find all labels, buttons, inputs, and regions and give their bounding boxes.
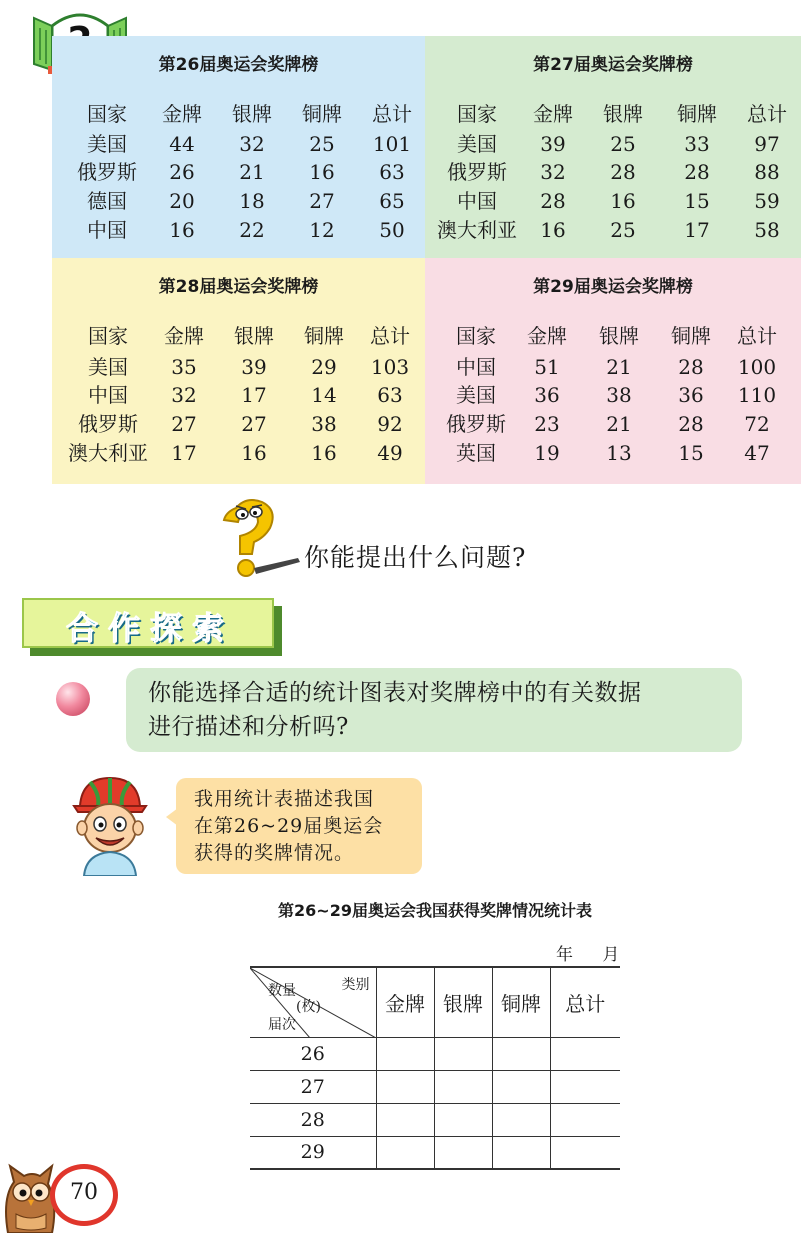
column-header: 银牌 <box>434 967 492 1037</box>
board-title: 第26届奥运会奖牌榜 <box>158 55 319 75</box>
speech-line: 获得的奖牌情况。 <box>194 842 355 864</box>
stat-table-date: 年 月 <box>556 945 632 965</box>
bronze-cell: 28 <box>678 412 704 436</box>
total-cell: 92 <box>377 412 403 436</box>
blank-cell <box>550 1103 620 1136</box>
blank-cell <box>550 1037 620 1070</box>
blank-cell <box>550 1070 620 1103</box>
board-row <box>52 216 425 244</box>
bronze-cell: 29 <box>311 355 337 379</box>
board-header: 银牌 <box>232 102 272 126</box>
silver-cell: 39 <box>241 355 267 379</box>
board-title: 第28届奥运会奖牌榜 <box>158 277 319 297</box>
total-cell: 101 <box>372 132 412 156</box>
bronze-cell: 28 <box>678 355 704 379</box>
board-header: 国家 <box>87 102 127 126</box>
board-header-row <box>425 322 801 350</box>
board-header: 金牌 <box>162 102 202 126</box>
gold-cell: 44 <box>169 132 195 156</box>
blank-cell <box>492 1103 550 1136</box>
silver-cell: 38 <box>606 383 632 407</box>
board-row <box>425 353 801 381</box>
silver-cell: 28 <box>610 160 636 184</box>
gold-cell: 19 <box>534 441 560 465</box>
column-header: 总计 <box>550 967 620 1037</box>
gold-cell: 20 <box>169 189 195 213</box>
board-header: 国家 <box>457 102 497 126</box>
silver-cell: 22 <box>239 218 265 242</box>
silver-cell: 17 <box>241 383 267 407</box>
blank-cell <box>434 1103 492 1136</box>
session-cell: 26 <box>250 1037 376 1070</box>
corner-unit: (枚) <box>296 999 321 1015</box>
total-cell: 97 <box>754 132 780 156</box>
total-cell: 59 <box>754 189 780 213</box>
board-row <box>52 353 425 381</box>
country-cell: 中国 <box>457 189 497 213</box>
gold-cell: 39 <box>540 132 566 156</box>
question-mark-icon <box>206 498 302 584</box>
bronze-cell: 15 <box>678 441 704 465</box>
total-cell: 88 <box>754 160 780 184</box>
corner-quantity: 数量 <box>268 983 296 999</box>
country-cell: 美国 <box>457 132 497 156</box>
gold-cell: 51 <box>534 355 560 379</box>
country-cell: 德国 <box>87 189 127 213</box>
board-row <box>52 130 425 158</box>
board-header: 银牌 <box>599 324 639 348</box>
corner-category: 类别 <box>341 977 370 993</box>
bronze-cell: 27 <box>309 189 335 213</box>
board-row <box>425 130 801 158</box>
board-header: 国家 <box>456 324 496 348</box>
board-header: 铜牌 <box>677 102 717 126</box>
board-header: 铜牌 <box>302 102 342 126</box>
blank-cell <box>376 1103 434 1136</box>
gold-cell: 32 <box>540 160 566 184</box>
board-header-row <box>52 100 425 128</box>
country-cell: 俄罗斯 <box>78 412 138 436</box>
board-row <box>425 216 801 244</box>
total-cell: 110 <box>737 383 777 407</box>
task-line: 进行描述和分析吗? <box>148 714 349 740</box>
page-number: 70 <box>70 1180 98 1205</box>
gold-cell: 27 <box>171 412 197 436</box>
board-header-row <box>425 100 801 128</box>
silver-cell: 25 <box>610 218 636 242</box>
session-cell: 29 <box>250 1136 376 1169</box>
country-cell: 澳大利亚 <box>437 218 517 242</box>
board-header: 国家 <box>88 324 128 348</box>
country-cell: 美国 <box>87 132 127 156</box>
board-row <box>52 381 425 409</box>
board-header: 总计 <box>370 324 410 348</box>
silver-cell: 32 <box>239 132 265 156</box>
blank-cell <box>376 1037 434 1070</box>
gold-cell: 16 <box>169 218 195 242</box>
board-header: 总计 <box>747 102 787 126</box>
board-row <box>425 410 801 438</box>
total-cell: 65 <box>379 189 405 213</box>
boy-illustration <box>60 772 156 876</box>
total-cell: 63 <box>377 383 403 407</box>
bronze-cell: 28 <box>684 160 710 184</box>
total-cell: 103 <box>370 355 410 379</box>
total-cell: 47 <box>744 441 770 465</box>
medal-board-28 <box>52 258 425 484</box>
column-header: 金牌 <box>376 967 434 1037</box>
country-cell: 澳大利亚 <box>68 441 148 465</box>
total-cell: 58 <box>754 218 780 242</box>
board-header: 银牌 <box>234 324 274 348</box>
stat-table-header-row <box>250 967 620 1037</box>
bronze-cell: 16 <box>311 441 337 465</box>
board-title: 第27届奥运会奖牌榜 <box>533 55 693 75</box>
country-cell: 中国 <box>88 383 128 407</box>
silver-cell: 16 <box>241 441 267 465</box>
country-cell: 俄罗斯 <box>446 412 506 436</box>
task-text <box>148 676 728 744</box>
bronze-cell: 38 <box>311 412 337 436</box>
country-cell: 美国 <box>88 355 128 379</box>
bronze-cell: 15 <box>684 189 710 213</box>
speech-line: 我用统计表描述我国 <box>194 788 375 810</box>
task-line: 你能选择合适的统计图表对奖牌榜中的有关数据 <box>148 680 642 706</box>
country-cell: 俄罗斯 <box>77 160 137 184</box>
column-header: 铜牌 <box>492 967 550 1037</box>
board-header: 银牌 <box>603 102 643 126</box>
session-cell: 27 <box>250 1070 376 1103</box>
stat-table-title: 第26~29届奥运会我国获得奖牌情况统计表 <box>278 901 592 920</box>
silver-cell: 21 <box>239 160 265 184</box>
board-row <box>52 187 425 215</box>
blank-cell <box>550 1136 620 1169</box>
board-header-row <box>52 322 425 350</box>
stat-table-row <box>250 1103 620 1136</box>
total-cell: 100 <box>737 355 777 379</box>
stat-table-row <box>250 1070 620 1103</box>
board-header: 铜牌 <box>304 324 344 348</box>
gold-cell: 17 <box>171 441 197 465</box>
total-cell: 50 <box>379 218 405 242</box>
country-cell: 俄罗斯 <box>447 160 507 184</box>
medal-board-29 <box>425 258 801 484</box>
question-text: 你能提出什么问题? <box>304 543 527 572</box>
board-header: 铜牌 <box>671 324 711 348</box>
blank-cell <box>434 1136 492 1169</box>
board-header: 金牌 <box>533 102 573 126</box>
country-cell: 中国 <box>87 218 127 242</box>
total-cell: 72 <box>744 412 770 436</box>
gold-cell: 23 <box>534 412 560 436</box>
stat-table-row <box>250 1037 620 1070</box>
silver-cell: 16 <box>610 189 636 213</box>
gold-cell: 28 <box>540 189 566 213</box>
blank-cell <box>492 1037 550 1070</box>
session-cell: 28 <box>250 1103 376 1136</box>
board-row <box>52 158 425 186</box>
medal-board-26 <box>52 36 425 258</box>
blank-cell <box>492 1136 550 1169</box>
board-row <box>425 187 801 215</box>
silver-cell: 18 <box>239 189 265 213</box>
blank-cell <box>434 1070 492 1103</box>
task-box <box>126 668 742 752</box>
speech-body <box>176 778 422 874</box>
speech-text <box>194 786 414 867</box>
corner-session: 届次 <box>268 1017 296 1033</box>
bronze-cell: 33 <box>684 132 710 156</box>
board-header: 总计 <box>372 102 412 126</box>
board-header: 总计 <box>737 324 777 348</box>
bronze-cell: 17 <box>684 218 710 242</box>
speech-bubble <box>176 778 422 874</box>
country-cell: 英国 <box>456 441 496 465</box>
bronze-cell: 14 <box>311 383 337 407</box>
gold-cell: 16 <box>540 218 566 242</box>
silver-cell: 25 <box>610 132 636 156</box>
board-row <box>52 410 425 438</box>
silver-cell: 13 <box>606 441 632 465</box>
blank-cell <box>376 1070 434 1103</box>
blank-cell <box>492 1070 550 1103</box>
board-row <box>425 381 801 409</box>
silver-cell: 21 <box>606 355 632 379</box>
stat-table <box>250 966 620 1170</box>
gold-cell: 36 <box>534 383 560 407</box>
blank-cell <box>376 1136 434 1169</box>
country-cell: 美国 <box>456 383 496 407</box>
section-title: 合作探索 <box>65 609 234 647</box>
gold-cell: 35 <box>171 355 197 379</box>
gold-cell: 26 <box>169 160 195 184</box>
gold-cell: 32 <box>171 383 197 407</box>
silver-cell: 21 <box>606 412 632 436</box>
corner-cell <box>250 967 376 1037</box>
banner-face <box>22 598 274 648</box>
total-cell: 63 <box>379 160 405 184</box>
board-header: 金牌 <box>527 324 567 348</box>
section-banner <box>22 598 282 656</box>
stat-table-row <box>250 1136 620 1169</box>
medal-board-27 <box>425 36 801 258</box>
blank-cell <box>434 1037 492 1070</box>
total-cell: 49 <box>377 441 403 465</box>
bronze-cell: 16 <box>309 160 335 184</box>
bronze-cell: 12 <box>309 218 335 242</box>
country-cell: 中国 <box>456 355 496 379</box>
board-title: 第29届奥运会奖牌榜 <box>533 277 693 297</box>
bullet-icon <box>56 682 90 716</box>
silver-cell: 27 <box>241 412 267 436</box>
board-header: 金牌 <box>164 324 204 348</box>
board-row <box>425 439 801 467</box>
board-row <box>425 158 801 186</box>
bronze-cell: 25 <box>309 132 335 156</box>
speech-line: 在第26~29届奥运会 <box>194 815 384 837</box>
board-row <box>52 439 425 467</box>
bronze-cell: 36 <box>678 383 704 407</box>
